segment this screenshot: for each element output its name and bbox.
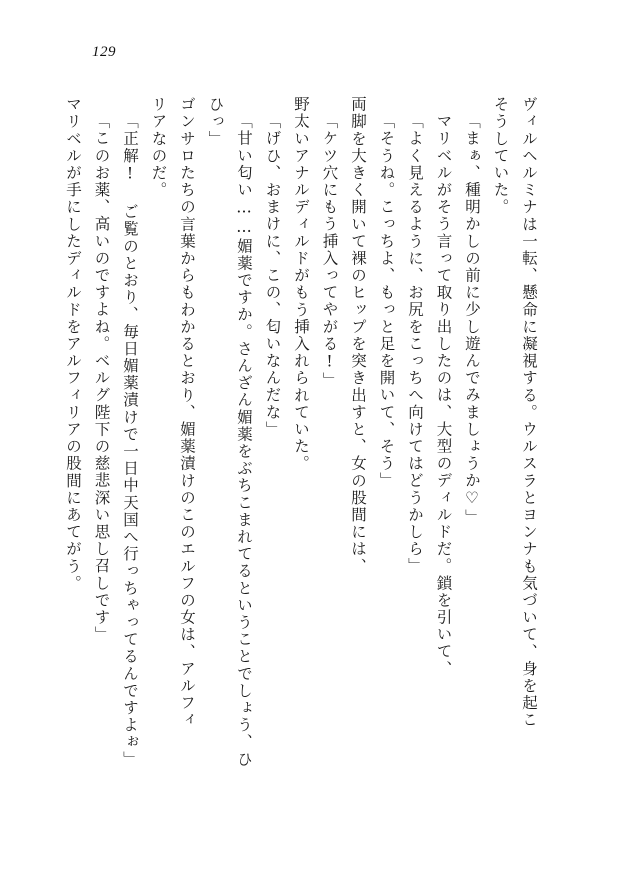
text-line: マリベルが手にしたディルドをアルフィリアの股間にあてがう。 (64, 96, 82, 592)
text-line: 「そうね。こっちよ、もっと足を開いて、そう」 (377, 113, 396, 490)
text-line: 「げひ、おまけに、この、匂いなんだな」 (263, 113, 282, 438)
text-line: 「甘い匂い……媚薬ですか。さんざん媚薬をぶちこまれてるということでしょう、ひ (235, 113, 253, 768)
text-line: ヴィルヘルミナは一転、懸命に凝視する。ウルスラとヨンナも気づいて、身を起こ (520, 96, 538, 729)
text-line: 「このお薬、高いのですよね。ベルグ陛下の慈悲深い思し召しです」 (92, 113, 111, 644)
text-line: 両脚を大きく開いて裸のヒップを突き出すと、女の股間には、 (349, 96, 367, 575)
text-line: 「正解! ご覧のとおり、毎日媚薬漬けで一日中天国へ行っちゃってるんですよぉ」 (121, 113, 139, 768)
text-line: マリベルがそう言って取り出したのは、大型のディルドだ。鎖を引いて、 (434, 113, 453, 678)
text-line: ひっ」 (206, 96, 225, 148)
text-line: そうしていた。 (491, 96, 510, 216)
page-number: 129 (92, 44, 116, 60)
text-line: 野太いアナルディルドがもう挿入れられていた。 (292, 96, 310, 473)
text-line: 「ケツ穴にもう挿入ってやがる!」 (320, 113, 339, 390)
text-line: リアなのだ。 (149, 96, 168, 199)
text-line: 「まぁ、種明かしの前に少し遊んでみましょうか♡」 (463, 113, 481, 526)
vertical-text-body (64, 96, 543, 824)
text-line: ゴンサロたちの言葉からもわかるとおり、媚薬漬けのこのエルフの女は、アルフィ (178, 96, 196, 729)
text-line: 「よく見えるように、お尻をこっちへ向けてはどうかしら」 (406, 113, 424, 575)
